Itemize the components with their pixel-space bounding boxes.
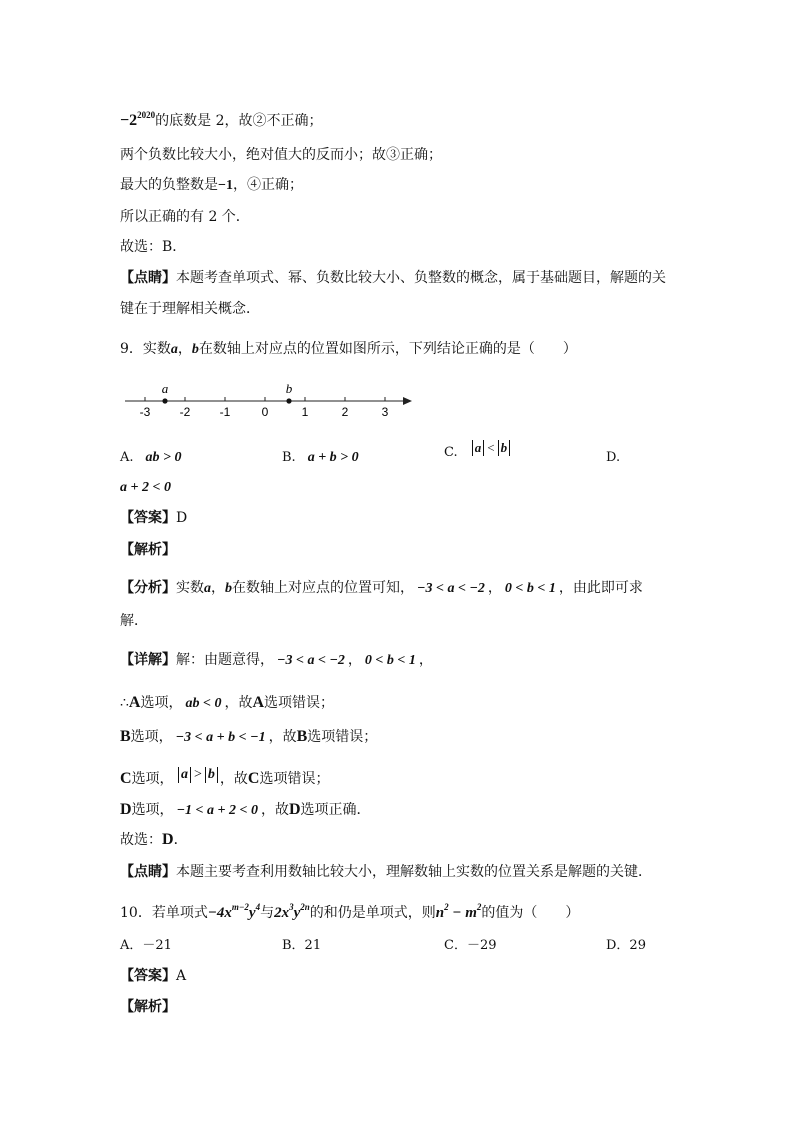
letter: D: [162, 831, 174, 848]
q9-dianjing: [120, 862, 652, 882]
text: 9．实数: [120, 341, 171, 357]
text: 本题主要考查利用数轴比较大小，理解数轴上实数的位置关系是解题的关键．: [176, 864, 652, 880]
text: 选项，: [131, 771, 174, 787]
text: 故选：: [120, 832, 162, 848]
math-neg2: −2: [120, 112, 138, 129]
tick-group: [140, 397, 389, 419]
text: 选项错误；: [264, 695, 335, 711]
q9-fenxi: [120, 578, 643, 599]
line-correct-count: 所以正确的有 2 个．: [120, 209, 250, 225]
tag-answer: 【答案】: [120, 510, 176, 526]
q9-answer: [120, 508, 187, 528]
tick-label: 1: [301, 405, 309, 419]
expr-nexp: 2: [444, 902, 449, 912]
line-base-2020: [120, 111, 322, 131]
tick-label: 3: [381, 405, 389, 419]
lt-sign: <: [487, 440, 495, 455]
q10-analysis-tag: 【解析】: [120, 999, 176, 1015]
q9-option-b: [282, 448, 359, 468]
answer-value: D: [176, 510, 188, 526]
var-b: b: [191, 342, 199, 357]
expr-n: n: [435, 905, 445, 921]
tick-label: 0: [261, 405, 269, 419]
arrow-head-icon: [403, 397, 412, 405]
q9-step-d: [120, 800, 371, 821]
tag-dianjing: 【点睛】: [120, 270, 176, 286]
point-a-label: a: [161, 381, 169, 396]
q10-option-a: A．－21: [120, 938, 172, 953]
mono2-exp: 3: [289, 902, 294, 912]
text: 选项，: [130, 729, 173, 745]
option-math: a + 2 < 0: [120, 480, 171, 495]
text: 实数: [176, 580, 204, 596]
letter: A: [128, 694, 141, 711]
text: 10．若单项式: [120, 905, 208, 921]
mono1-exp: m−2: [231, 902, 249, 912]
answer-value: A: [176, 968, 187, 984]
q9-option-d-label: D.: [606, 450, 621, 465]
text: ，由此即可求: [558, 580, 643, 596]
tick-label: -3: [139, 405, 151, 419]
expr-m: m: [465, 905, 477, 921]
text: 解：由题意得，: [176, 652, 274, 668]
tag-dianjing: 【点睛】: [120, 864, 176, 880]
expr-minus: −: [448, 905, 466, 921]
abs-a: a: [472, 440, 485, 456]
letter: D: [120, 801, 132, 818]
q9-option-d-math: [120, 478, 171, 498]
therefore-icon: ∴: [120, 695, 129, 711]
q9-choose: [120, 830, 188, 850]
var-a: a: [170, 342, 178, 357]
q10-option-b: B．21: [282, 938, 322, 953]
q9-xiangjie: [120, 650, 433, 671]
text: ，故: [224, 695, 253, 711]
text: ，: [177, 341, 192, 357]
q9-analysis-tag: 【解析】: [120, 542, 176, 558]
text: 在数轴上对应点的位置如图所示，下列结论正确的是（ ）: [198, 341, 577, 357]
math: ab < 0: [185, 696, 222, 711]
expr: [435, 902, 482, 921]
q9-option-a: [120, 448, 182, 468]
text: 选项错误；: [259, 771, 330, 787]
point-b: [286, 398, 291, 403]
text: 的值为（ ）: [481, 905, 580, 921]
text: ，: [347, 652, 362, 668]
option-label: C.: [444, 445, 458, 460]
mono2-y: y: [293, 905, 301, 921]
text: 选项，: [140, 695, 183, 711]
math: −3 < a + b < −1: [175, 730, 266, 745]
text: ．: [173, 832, 188, 848]
gt-sign: >: [194, 767, 202, 782]
q9-step-a: [120, 693, 334, 714]
var-b: b: [225, 581, 232, 596]
ineq-b: 0 < b < 1: [504, 581, 556, 596]
text: 选项，: [131, 802, 174, 818]
mono2: [274, 902, 310, 921]
mono2-yexp: 2n: [300, 902, 310, 912]
text: ，④正确；: [232, 177, 303, 193]
line-choose-b: 故选：B．: [120, 239, 187, 255]
q10-option-d: D．29: [606, 938, 646, 953]
q9-stem: [120, 339, 577, 360]
math: −1 < a + 2 < 0: [176, 803, 258, 818]
text: 选项正确．: [300, 802, 371, 818]
letter: B: [120, 728, 131, 745]
q9-step-c: [120, 769, 329, 790]
q9-fenxi-2: 解．: [120, 613, 148, 629]
mono1: [207, 902, 261, 921]
text: ，: [418, 652, 433, 668]
tag-fenxi: 【分析】: [120, 580, 176, 596]
line-compare-negatives: 两个负数比较大小，绝对值大的反而小；故③正确；: [120, 147, 442, 163]
text: 的和仍是单项式，则: [309, 905, 436, 921]
mono1-coef: −4x: [207, 905, 232, 921]
mono2-coef: 2x: [274, 905, 290, 921]
letter: C: [120, 770, 132, 787]
abs-b: b: [205, 767, 218, 783]
line-largest-negative-integer: [120, 175, 303, 196]
line-dianjing-prev-2: 键在于理解相关概念．: [120, 301, 260, 317]
ineq-a: −3 < a < −2: [277, 653, 345, 668]
tick-label: -2: [179, 405, 191, 419]
option-math: a + b > 0: [307, 450, 359, 465]
mono1-yexp: 4: [255, 902, 261, 912]
ineq-b: 0 < b < 1: [364, 653, 416, 668]
line-dianjing-prev: [120, 268, 666, 288]
text: ，故: [260, 802, 289, 818]
math-neg1: −1: [218, 178, 233, 193]
mono1-y: y: [248, 905, 256, 921]
point-a: [162, 398, 167, 403]
q9-step-b: [120, 727, 377, 748]
letter: C: [247, 770, 260, 787]
abs-b: b: [498, 440, 511, 456]
tick-label: 2: [341, 405, 349, 419]
text: 与: [260, 905, 275, 921]
expr-mexp: 2: [476, 902, 482, 912]
q10-stem: [120, 903, 579, 923]
text: 选项错误；: [307, 729, 378, 745]
tag-xiangjie: 【详解】: [120, 652, 176, 668]
text: 最大的负整数是: [120, 177, 218, 193]
number-line: [120, 380, 420, 420]
q10-answer: [120, 966, 186, 986]
text: ，故: [219, 771, 248, 787]
abs-a: a: [178, 767, 191, 783]
text: ，: [487, 580, 502, 596]
q9-option-c: [444, 442, 510, 463]
text: ，故: [268, 729, 297, 745]
option-label: A.: [120, 450, 134, 465]
line-base-text: 的底数是 2，故②不正确；: [155, 113, 323, 129]
var-a: a: [204, 581, 211, 596]
point-b-label: b: [285, 381, 293, 396]
q10-option-c: C．－29: [444, 938, 497, 953]
math-exp-2020: 2020: [137, 110, 156, 121]
text: ，: [211, 580, 225, 596]
tick-label: -1: [219, 405, 231, 419]
option-math: ab > 0: [145, 450, 182, 465]
letter: D: [288, 801, 301, 818]
text: 本题考查单项式、幂、负数比较大小、负整数的概念，属于基础题目，解题的关: [176, 270, 666, 286]
tag-answer: 【答案】: [120, 968, 176, 984]
text: 在数轴上对应点的位置可知，: [232, 580, 414, 596]
letter: A: [252, 694, 265, 711]
ineq-a: −3 < a < −2: [417, 581, 485, 596]
letter: B: [296, 728, 308, 745]
option-label: B.: [282, 450, 296, 465]
